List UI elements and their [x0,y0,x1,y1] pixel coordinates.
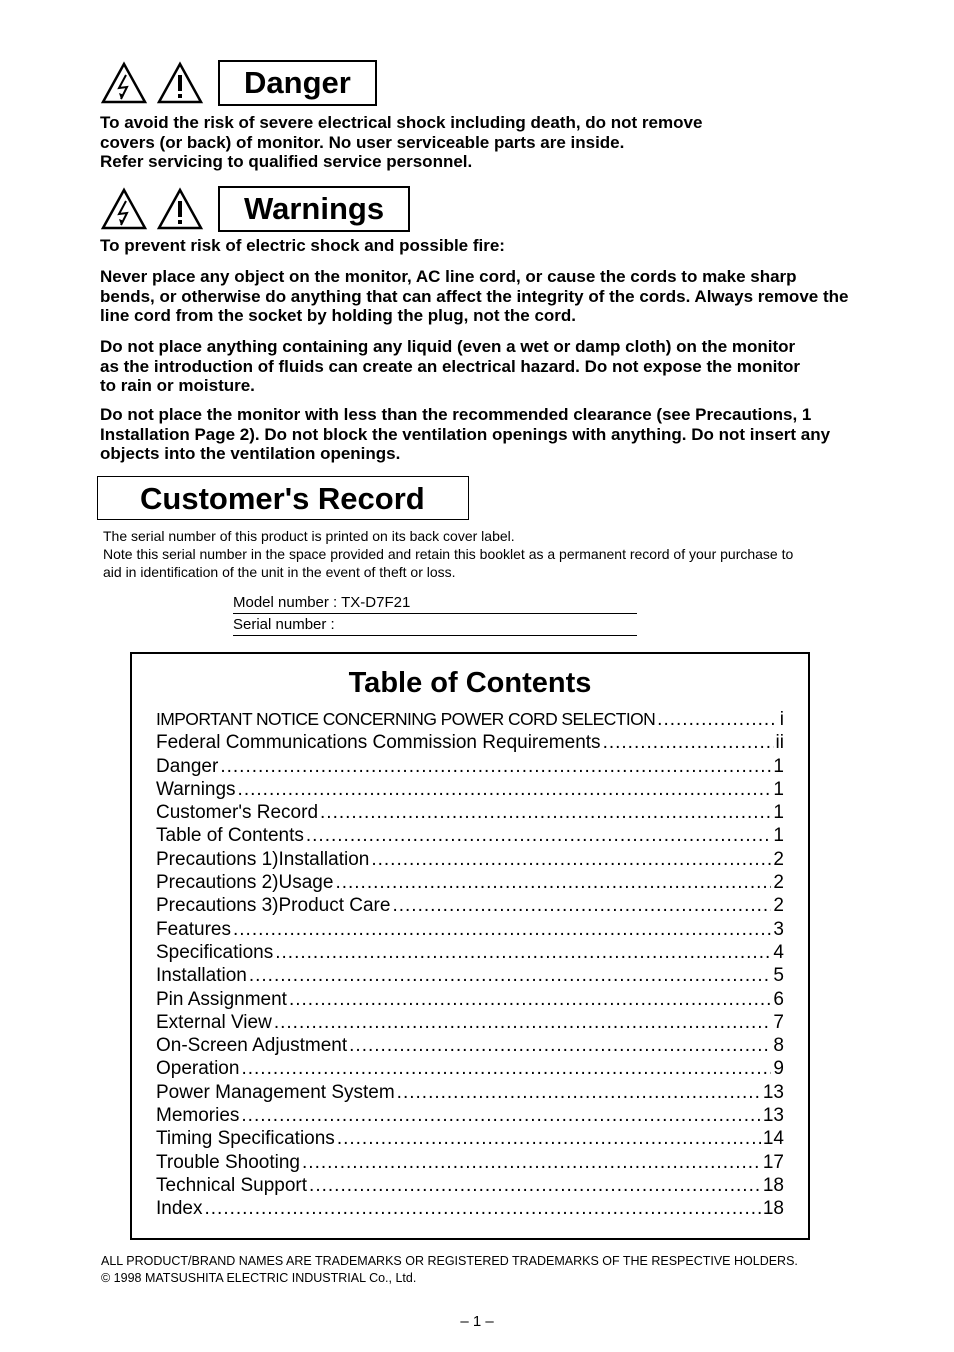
toc-leader-dots [657,708,778,731]
toc-leader-dots [233,918,771,941]
toc-entry-title: Index [156,1198,203,1220]
toc-entry-title: On-Screen Adjustment [156,1035,348,1057]
toc-entry-page: i [779,709,784,730]
toc-entry-title: Trouble Shooting [156,1151,301,1173]
toc-leader-dots [220,755,771,778]
toc-entry-page: 14 [762,1128,784,1150]
toc-leader-dots [309,1174,761,1197]
toc-entry [156,871,784,894]
danger-line-2: covers (or back) of monitor. No user serviceable parts are inside. [100,132,625,152]
toc-entry-page: 2 [773,895,784,917]
danger-title: Danger [218,60,377,106]
warnings-title: Warnings [218,186,410,232]
toc-leader-dots [337,1127,761,1150]
toc-entry-title: Pin Assignment [156,988,287,1010]
electric-shock-warning-icon [100,61,148,105]
toc-entry-title: Table of Contents [156,825,304,847]
toc-leader-dots [349,1034,771,1057]
trademark-notice: ALL PRODUCT/BRAND NAMES ARE TRADEMARKS OR REGISTERED TRADEMARKS OF THE RESPECTIVE HOLDERS. [101,1254,798,1268]
toc-leader-dots [204,1197,760,1220]
toc-entry-title: Timing Specifications [156,1128,335,1150]
toc-leader-dots [320,801,771,824]
toc-entry-title: Customer's Record [156,802,319,824]
toc-leader-dots [392,894,771,917]
toc-entry-page: 13 [762,1105,784,1127]
toc-entry-page: 13 [762,1081,784,1103]
warnings-paragraph-1: Never place any object on the monitor, AC line cord, or cause the cords to make sharp bends, or otherwise do anything that can affect the integrity of the cords. Always remove the line cord from the socket by holding the plug, not the cord. [100,267,849,325]
toc-title: Table of Contents [348,667,592,699]
toc-entry-page: 18 [762,1198,784,1220]
toc-entry-title: External View [156,1011,272,1033]
warnings-paragraph-2: Do not place anything containing any liquid (even a wet or damp cloth) on the monitor as the introduction of fluids can create an electrical hazard. Do not expose the monitor to rain or moisture. [100,337,800,395]
warnings-intro: To prevent risk of electric shock and possible fire: [100,236,505,255]
customer-record-line-1: The serial number of this product is printed on its back cover label. [103,528,515,544]
toc-entry [156,778,784,801]
danger-line-1: To avoid the risk of severe electrical shock including death, do not remove [100,113,703,132]
toc-entry-title: Power Management System [156,1081,395,1103]
toc-entry-page: 6 [773,988,784,1010]
toc-entry [156,1011,784,1034]
toc-entry [156,1104,784,1127]
toc-entry [156,1081,784,1104]
toc-entry-title: Installation [156,965,247,987]
toc-entry-title: Technical Support [156,1174,308,1196]
toc-leader-dots [241,1104,760,1127]
toc-leader-dots [335,871,771,894]
toc-entry [156,1034,784,1057]
toc-entry [156,941,784,964]
toc-leader-dots [603,731,774,754]
customer-record-title: Customer's Record [97,476,469,520]
toc-entry-title: Operation [156,1058,240,1080]
danger-text [100,113,860,172]
toc-leader-dots [371,848,771,871]
toc-entry [156,708,784,731]
copyright-notice: © 1998 MATSUSHITA ELECTRIC INDUSTRIAL Co., Ltd. [101,1271,417,1285]
toc-entry-page: 1 [773,755,784,777]
toc-entry-title: Precautions 2)Usage [156,872,334,894]
toc-entry-page: 3 [773,918,784,940]
electric-shock-warning-icon [100,187,148,231]
toc-leader-dots [275,941,771,964]
toc-entry [156,964,784,987]
caution-exclamation-icon [156,61,204,105]
toc-entry-title: Precautions 3)Product Care [156,895,391,917]
toc-entry-page: 4 [773,941,784,963]
toc-entry [156,1174,784,1197]
toc-leader-dots [238,778,772,801]
toc-entry-title: Features [156,918,231,940]
customer-record-line-2: Note this serial number in the space provided and retain this booklet as a permanent record of your purchase to aid in identification of the unit in the event of theft or loss. [103,546,794,580]
toc-entry [156,731,784,754]
toc-entry [156,1151,784,1174]
danger-line-3: Refer servicing to qualified service personnel. [100,152,473,171]
warnings-paragraph-3: Do not place the monitor with less than the recommended clearance (see Precautions, 1 Installation Page 2). Do not block the ventilation openings with anything. Do not insert any objects into the ventilation openings. [100,405,831,463]
toc-leader-dots [397,1081,761,1104]
toc-entry [156,801,784,824]
caution-exclamation-icon [156,187,204,231]
toc-entry-page: 8 [773,1035,784,1057]
toc-list [156,708,784,1221]
toc-entry-page: 2 [773,848,784,870]
toc-entry-title: Warnings [156,778,236,800]
toc-entry [156,918,784,941]
toc-entry [156,1197,784,1220]
warnings-heading [100,186,410,232]
toc-entry-title: Precautions 1)Installation [156,848,370,870]
toc-entry-title: Memories [156,1105,240,1127]
toc-entry-title: IMPORTANT NOTICE CONCERNING POWER CORD SELECTION [156,709,656,729]
toc-leader-dots [306,824,772,847]
page-number: – 1 – [460,1313,494,1330]
toc-entry [156,1127,784,1150]
toc-entry-page: 18 [762,1174,784,1196]
toc-entry [156,894,784,917]
toc-entry-page: ii [775,732,784,754]
toc-entry-page: 5 [773,965,784,987]
toc-leader-dots [302,1151,761,1174]
toc-entry [156,848,784,871]
toc-leader-dots [274,1011,772,1034]
toc-entry-page: 2 [773,872,784,894]
toc-entry-page: 17 [762,1151,784,1173]
toc-entry-title: Danger [156,755,219,777]
toc-entry [156,988,784,1011]
toc-entry [156,824,784,847]
toc-leader-dots [289,988,771,1011]
danger-heading [100,60,377,106]
toc-leader-dots [249,964,772,987]
toc-entry-page: 1 [773,802,784,824]
toc-entry-page: 1 [773,778,784,800]
toc-entry [156,1057,784,1080]
toc-entry-page: 9 [773,1058,784,1080]
toc-entry-page: 1 [773,825,784,847]
table-of-contents [130,652,810,1240]
serial-number-field: Serial number : [233,615,637,636]
toc-entry-title: Specifications [156,941,274,963]
toc-leader-dots [241,1057,771,1080]
model-number-field: Model number : TX-D7F21 [233,593,637,614]
toc-entry [156,755,784,778]
toc-entry-page: 7 [773,1011,784,1033]
toc-entry-title: Federal Communications Commission Requirements [156,732,601,754]
